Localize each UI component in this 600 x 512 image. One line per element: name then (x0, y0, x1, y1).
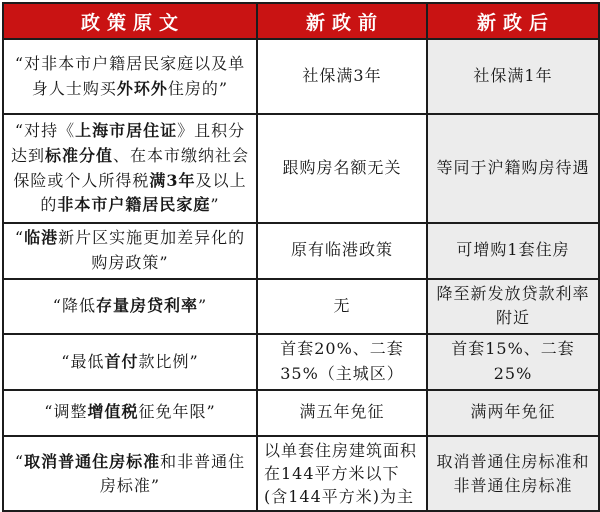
header-before-policy: 新政前 (257, 3, 427, 39)
before-policy-cell: 以单套住房建筑面积在144平方米以下(含144平方米)为主 (257, 436, 427, 512)
policy-comparison-table (2, 2, 600, 512)
policy-keyword: 非本市户籍居民家庭 (57, 195, 211, 215)
policy-text: “对持《 (14, 120, 76, 140)
before-policy-cell: 跟购房名额无关 (257, 114, 427, 223)
after-policy-cell: 首套15%、二套25% (427, 334, 599, 390)
policy-text: “ (14, 228, 25, 247)
policy-original-cell (3, 223, 257, 279)
before-policy-cell: 无 (257, 279, 427, 335)
policy-text: 征免年限” (138, 402, 216, 422)
policy-original-cell (3, 334, 257, 390)
table-body (3, 39, 599, 511)
policy-text: 和非普通住房标准” (99, 452, 246, 495)
policy-keyword: 存量房贷利率 (95, 295, 198, 315)
before-policy-cell: 首套20%、二套35%（主城区） (257, 334, 427, 390)
policy-keyword: 首付 (104, 351, 139, 371)
policy-text: 及以上的 (40, 170, 247, 215)
table-row (3, 279, 599, 335)
policy-text: “降低 (52, 295, 96, 315)
table-row (3, 334, 599, 390)
policy-text: 款比例” (138, 351, 199, 371)
after-policy-cell: 满两年免征 (427, 390, 599, 436)
after-policy-cell: 取消普通住房标准和非普通住房标准 (427, 436, 599, 512)
policy-text: ” (198, 295, 208, 315)
policy-keyword: 上海市居住证 (75, 120, 178, 140)
header-after-policy: 新政后 (427, 3, 599, 39)
policy-text: ” (210, 195, 220, 215)
header-row (3, 3, 599, 39)
table-row (3, 390, 599, 436)
policy-keyword: 标准分值 (44, 145, 113, 165)
policy-keyword: 外环外 (116, 78, 168, 98)
after-policy-cell: 降至新发放贷款利率附近 (427, 279, 599, 335)
before-policy-cell: 社保满3年 (257, 39, 427, 114)
policy-keyword: 满3年 (149, 170, 196, 190)
header-policy-original: 政策原文 (3, 3, 257, 39)
policy-text: “对非本市户籍居民家庭以及单身人士购买 (14, 53, 246, 98)
table-row (3, 114, 599, 223)
after-policy-cell: 等同于沪籍购房待遇 (427, 114, 599, 223)
policy-text: 》且积分达到 (10, 120, 246, 165)
policy-original-cell (3, 436, 257, 512)
policy-original-cell (3, 114, 257, 223)
before-policy-cell: 满五年免征 (257, 390, 427, 436)
policy-text: 住房的” (167, 78, 229, 98)
before-policy-cell: 原有临港政策 (257, 223, 427, 279)
policy-keyword: 取消普通住房标准 (24, 452, 161, 472)
policy-keyword: 临港 (24, 228, 59, 247)
table-row (3, 223, 599, 279)
policy-original-cell (3, 390, 257, 436)
table-row (3, 39, 599, 114)
policy-original-cell (3, 39, 257, 114)
policy-text: 、在本市缴纳社会保险或个人所得税 (13, 145, 250, 190)
policy-text: “最低 (61, 351, 105, 371)
table-header (3, 3, 599, 39)
table-row (3, 436, 599, 512)
policy-text: “调整 (44, 402, 88, 422)
policy-original-cell (3, 279, 257, 335)
policy-text: “ (14, 452, 25, 472)
policy-text: 新片区实施更加差异化的购房政策” (58, 228, 246, 272)
after-policy-cell: 社保满1年 (427, 39, 599, 114)
policy-keyword: 增值税 (87, 402, 139, 422)
after-policy-cell: 可增购1套住房 (427, 223, 599, 279)
